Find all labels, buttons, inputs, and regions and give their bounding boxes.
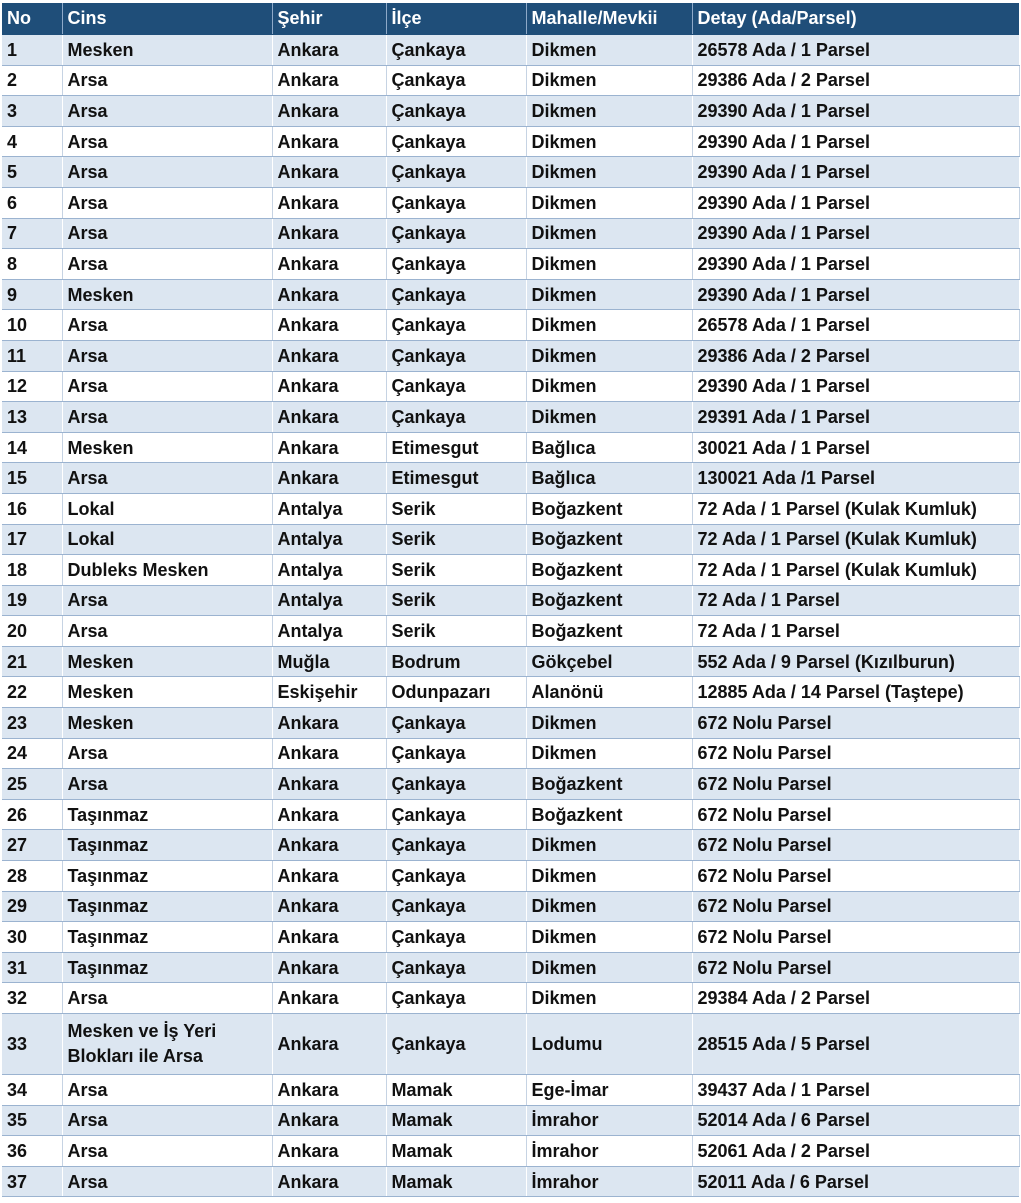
- header-detay: Detay (Ada/Parsel): [692, 3, 1019, 35]
- cell-no: 34: [2, 1075, 62, 1106]
- table-row: [2, 249, 1019, 280]
- property-list-sheet: [2, 3, 1019, 1197]
- cell-no: 7: [2, 218, 62, 249]
- cell-detay: 29390 Ada / 1 Parsel: [692, 218, 1019, 249]
- cell-sehir: Ankara: [272, 1105, 386, 1136]
- cell-no: 26: [2, 799, 62, 830]
- cell-no: 33: [2, 1014, 62, 1075]
- cell-no: 3: [2, 96, 62, 127]
- cell-no: 11: [2, 340, 62, 371]
- header-sehir: Şehir: [272, 3, 386, 35]
- table-row: [2, 1075, 1019, 1106]
- cell-ilce: Çankaya: [386, 126, 526, 157]
- table-row: [2, 432, 1019, 463]
- cell-cins: Mesken ve İş Yeri Blokları ile Arsa: [62, 1014, 272, 1075]
- cell-sehir: Ankara: [272, 340, 386, 371]
- cell-ilce: Mamak: [386, 1136, 526, 1167]
- cell-sehir: Muğla: [272, 646, 386, 677]
- cell-cins: Arsa: [62, 96, 272, 127]
- cell-cins: Arsa: [62, 616, 272, 647]
- table-row: [2, 524, 1019, 555]
- cell-detay: 72 Ada / 1 Parsel: [692, 585, 1019, 616]
- cell-sehir: Ankara: [272, 861, 386, 892]
- cell-sehir: Antalya: [272, 585, 386, 616]
- cell-mahalle: Dikmen: [526, 310, 692, 341]
- cell-cins: Mesken: [62, 35, 272, 66]
- cell-sehir: Ankara: [272, 708, 386, 739]
- table-row: [2, 340, 1019, 371]
- cell-ilce: Serik: [386, 585, 526, 616]
- table-row: [2, 218, 1019, 249]
- cell-mahalle: Dikmen: [526, 126, 692, 157]
- cell-no: 8: [2, 249, 62, 280]
- cell-ilce: Çankaya: [386, 891, 526, 922]
- cell-no: 10: [2, 310, 62, 341]
- cell-mahalle: Boğazkent: [526, 493, 692, 524]
- table-row: [2, 738, 1019, 769]
- cell-cins: Arsa: [62, 1136, 272, 1167]
- cell-cins: Arsa: [62, 1166, 272, 1197]
- cell-sehir: Antalya: [272, 493, 386, 524]
- cell-mahalle: Dikmen: [526, 96, 692, 127]
- cell-detay: 72 Ada / 1 Parsel (Kulak Kumluk): [692, 524, 1019, 555]
- cell-ilce: Çankaya: [386, 371, 526, 402]
- cell-cins: Arsa: [62, 463, 272, 494]
- cell-ilce: Çankaya: [386, 799, 526, 830]
- header-no: No: [2, 3, 62, 35]
- cell-mahalle: İmrahor: [526, 1166, 692, 1197]
- table-row: [2, 493, 1019, 524]
- cell-ilce: Çankaya: [386, 310, 526, 341]
- cell-sehir: Ankara: [272, 1166, 386, 1197]
- cell-ilce: Serik: [386, 524, 526, 555]
- cell-sehir: Antalya: [272, 524, 386, 555]
- cell-detay: 29390 Ada / 1 Parsel: [692, 371, 1019, 402]
- cell-no: 24: [2, 738, 62, 769]
- cell-detay: 29390 Ada / 1 Parsel: [692, 96, 1019, 127]
- cell-detay: 672 Nolu Parsel: [692, 738, 1019, 769]
- cell-no: 35: [2, 1105, 62, 1136]
- table-row: [2, 187, 1019, 218]
- table-row: [2, 463, 1019, 494]
- cell-ilce: Çankaya: [386, 738, 526, 769]
- cell-mahalle: Boğazkent: [526, 616, 692, 647]
- cell-mahalle: Boğazkent: [526, 799, 692, 830]
- cell-sehir: Ankara: [272, 463, 386, 494]
- cell-cins: Taşınmaz: [62, 861, 272, 892]
- header-row: [2, 3, 1019, 35]
- cell-ilce: Serik: [386, 616, 526, 647]
- cell-detay: 52014 Ada / 6 Parsel: [692, 1105, 1019, 1136]
- cell-no: 6: [2, 187, 62, 218]
- cell-mahalle: Dikmen: [526, 157, 692, 188]
- cell-detay: 39437 Ada / 1 Parsel: [692, 1075, 1019, 1106]
- cell-sehir: Ankara: [272, 310, 386, 341]
- cell-no: 2: [2, 65, 62, 96]
- cell-cins: Taşınmaz: [62, 830, 272, 861]
- cell-ilce: Çankaya: [386, 1014, 526, 1075]
- cell-no: 16: [2, 493, 62, 524]
- cell-detay: 29390 Ada / 1 Parsel: [692, 279, 1019, 310]
- cell-ilce: Çankaya: [386, 279, 526, 310]
- cell-mahalle: İmrahor: [526, 1105, 692, 1136]
- cell-no: 22: [2, 677, 62, 708]
- cell-ilce: Odunpazarı: [386, 677, 526, 708]
- cell-cins: Dubleks Mesken: [62, 555, 272, 586]
- cell-mahalle: Dikmen: [526, 830, 692, 861]
- cell-cins: Arsa: [62, 1075, 272, 1106]
- cell-ilce: Çankaya: [386, 983, 526, 1014]
- cell-sehir: Ankara: [272, 96, 386, 127]
- cell-mahalle: Dikmen: [526, 65, 692, 96]
- cell-cins: Lokal: [62, 493, 272, 524]
- cell-detay: 672 Nolu Parsel: [692, 830, 1019, 861]
- cell-ilce: Serik: [386, 555, 526, 586]
- cell-detay: 72 Ada / 1 Parsel (Kulak Kumluk): [692, 493, 1019, 524]
- table-row: [2, 279, 1019, 310]
- cell-mahalle: Boğazkent: [526, 585, 692, 616]
- table-row: [2, 891, 1019, 922]
- cell-no: 31: [2, 952, 62, 983]
- cell-no: 17: [2, 524, 62, 555]
- cell-detay: 672 Nolu Parsel: [692, 861, 1019, 892]
- cell-mahalle: Bağlıca: [526, 432, 692, 463]
- cell-cins: Arsa: [62, 65, 272, 96]
- cell-sehir: Ankara: [272, 922, 386, 953]
- cell-cins: Arsa: [62, 157, 272, 188]
- cell-sehir: Ankara: [272, 249, 386, 280]
- cell-sehir: Ankara: [272, 218, 386, 249]
- cell-sehir: Ankara: [272, 952, 386, 983]
- cell-detay: 29384 Ada / 2 Parsel: [692, 983, 1019, 1014]
- cell-cins: Mesken: [62, 646, 272, 677]
- cell-sehir: Ankara: [272, 1075, 386, 1106]
- cell-sehir: Antalya: [272, 555, 386, 586]
- cell-no: 27: [2, 830, 62, 861]
- cell-sehir: Ankara: [272, 157, 386, 188]
- cell-sehir: Ankara: [272, 65, 386, 96]
- cell-cins: Taşınmaz: [62, 799, 272, 830]
- cell-no: 30: [2, 922, 62, 953]
- cell-sehir: Ankara: [272, 799, 386, 830]
- table-header: [2, 3, 1019, 35]
- cell-sehir: Ankara: [272, 402, 386, 433]
- cell-detay: 672 Nolu Parsel: [692, 708, 1019, 739]
- cell-no: 19: [2, 585, 62, 616]
- cell-detay: 130021 Ada /1 Parsel: [692, 463, 1019, 494]
- cell-sehir: Ankara: [272, 371, 386, 402]
- cell-sehir: Ankara: [272, 738, 386, 769]
- cell-cins: Mesken: [62, 708, 272, 739]
- cell-ilce: Etimesgut: [386, 432, 526, 463]
- cell-no: 29: [2, 891, 62, 922]
- cell-detay: 29391 Ada / 1 Parsel: [692, 402, 1019, 433]
- cell-detay: 52061 Ada / 2 Parsel: [692, 1136, 1019, 1167]
- cell-no: 21: [2, 646, 62, 677]
- table-row: [2, 1105, 1019, 1136]
- cell-sehir: Ankara: [272, 126, 386, 157]
- cell-no: 23: [2, 708, 62, 739]
- table-row: [2, 35, 1019, 66]
- cell-ilce: Çankaya: [386, 249, 526, 280]
- cell-cins: Arsa: [62, 738, 272, 769]
- cell-cins: Mesken: [62, 279, 272, 310]
- table-row: [2, 830, 1019, 861]
- cell-mahalle: Dikmen: [526, 891, 692, 922]
- table-row: [2, 555, 1019, 586]
- table-row: [2, 585, 1019, 616]
- table-row: [2, 952, 1019, 983]
- header-cins: Cins: [62, 3, 272, 35]
- cell-sehir: Ankara: [272, 279, 386, 310]
- cell-cins: Arsa: [62, 402, 272, 433]
- cell-no: 1: [2, 35, 62, 66]
- cell-cins: Arsa: [62, 371, 272, 402]
- cell-mahalle: Dikmen: [526, 340, 692, 371]
- cell-mahalle: Dikmen: [526, 35, 692, 66]
- table-row: [2, 310, 1019, 341]
- table-row: [2, 799, 1019, 830]
- cell-no: 4: [2, 126, 62, 157]
- cell-ilce: Mamak: [386, 1075, 526, 1106]
- cell-cins: Arsa: [62, 126, 272, 157]
- cell-cins: Arsa: [62, 340, 272, 371]
- cell-mahalle: Dikmen: [526, 218, 692, 249]
- cell-detay: 672 Nolu Parsel: [692, 769, 1019, 800]
- cell-no: 25: [2, 769, 62, 800]
- cell-detay: 29390 Ada / 1 Parsel: [692, 187, 1019, 218]
- cell-ilce: Çankaya: [386, 218, 526, 249]
- cell-cins: Arsa: [62, 218, 272, 249]
- cell-detay: 552 Ada / 9 Parsel (Kızılburun): [692, 646, 1019, 677]
- cell-ilce: Çankaya: [386, 340, 526, 371]
- table-body: [2, 35, 1019, 1197]
- cell-detay: 28515 Ada / 5 Parsel: [692, 1014, 1019, 1075]
- cell-ilce: Çankaya: [386, 830, 526, 861]
- cell-sehir: Ankara: [272, 983, 386, 1014]
- cell-mahalle: Dikmen: [526, 279, 692, 310]
- table-row: [2, 371, 1019, 402]
- cell-mahalle: Dikmen: [526, 402, 692, 433]
- cell-no: 9: [2, 279, 62, 310]
- cell-detay: 52011 Ada / 6 Parsel: [692, 1166, 1019, 1197]
- table-row: [2, 1166, 1019, 1197]
- cell-ilce: Çankaya: [386, 922, 526, 953]
- property-table: [2, 3, 1020, 1197]
- cell-detay: 672 Nolu Parsel: [692, 799, 1019, 830]
- table-row: [2, 708, 1019, 739]
- cell-mahalle: Dikmen: [526, 983, 692, 1014]
- cell-cins: Arsa: [62, 1105, 272, 1136]
- table-row: [2, 861, 1019, 892]
- cell-mahalle: Boğazkent: [526, 769, 692, 800]
- cell-cins: Arsa: [62, 769, 272, 800]
- cell-sehir: Ankara: [272, 769, 386, 800]
- cell-sehir: Ankara: [272, 187, 386, 218]
- cell-no: 5: [2, 157, 62, 188]
- table-row: [2, 65, 1019, 96]
- cell-ilce: Mamak: [386, 1166, 526, 1197]
- cell-cins: Mesken: [62, 677, 272, 708]
- cell-ilce: Çankaya: [386, 96, 526, 127]
- cell-cins: Mesken: [62, 432, 272, 463]
- cell-ilce: Çankaya: [386, 952, 526, 983]
- cell-no: 15: [2, 463, 62, 494]
- table-row: [2, 1136, 1019, 1167]
- table-row: [2, 126, 1019, 157]
- cell-mahalle: Dikmen: [526, 952, 692, 983]
- cell-mahalle: Alanönü: [526, 677, 692, 708]
- cell-ilce: Serik: [386, 493, 526, 524]
- cell-mahalle: Boğazkent: [526, 524, 692, 555]
- cell-ilce: Çankaya: [386, 769, 526, 800]
- cell-no: 37: [2, 1166, 62, 1197]
- cell-cins: Arsa: [62, 249, 272, 280]
- cell-sehir: Eskişehir: [272, 677, 386, 708]
- cell-cins: Taşınmaz: [62, 891, 272, 922]
- table-row: [2, 96, 1019, 127]
- cell-ilce: Çankaya: [386, 157, 526, 188]
- cell-mahalle: Dikmen: [526, 861, 692, 892]
- cell-mahalle: Dikmen: [526, 738, 692, 769]
- cell-sehir: Ankara: [272, 35, 386, 66]
- cell-detay: 672 Nolu Parsel: [692, 952, 1019, 983]
- cell-cins: Taşınmaz: [62, 952, 272, 983]
- cell-ilce: Çankaya: [386, 187, 526, 218]
- table-row: [2, 769, 1019, 800]
- cell-no: 32: [2, 983, 62, 1014]
- cell-cins: Taşınmaz: [62, 922, 272, 953]
- cell-sehir: Ankara: [272, 432, 386, 463]
- cell-cins: Arsa: [62, 310, 272, 341]
- cell-cins: Arsa: [62, 187, 272, 218]
- cell-detay: 26578 Ada / 1 Parsel: [692, 310, 1019, 341]
- cell-ilce: Çankaya: [386, 65, 526, 96]
- cell-sehir: Antalya: [272, 616, 386, 647]
- table-row: [2, 1014, 1019, 1075]
- table-row: [2, 646, 1019, 677]
- cell-cins: Arsa: [62, 585, 272, 616]
- cell-sehir: Ankara: [272, 891, 386, 922]
- cell-mahalle: Dikmen: [526, 371, 692, 402]
- cell-detay: 29390 Ada / 1 Parsel: [692, 157, 1019, 188]
- cell-no: 28: [2, 861, 62, 892]
- cell-no: 13: [2, 402, 62, 433]
- cell-detay: 29386 Ada / 2 Parsel: [692, 340, 1019, 371]
- cell-no: 20: [2, 616, 62, 647]
- cell-mahalle: İmrahor: [526, 1136, 692, 1167]
- cell-mahalle: Boğazkent: [526, 555, 692, 586]
- cell-detay: 26578 Ada / 1 Parsel: [692, 35, 1019, 66]
- cell-detay: 12885 Ada / 14 Parsel (Taştepe): [692, 677, 1019, 708]
- table-row: [2, 983, 1019, 1014]
- cell-mahalle: Dikmen: [526, 708, 692, 739]
- cell-ilce: Çankaya: [386, 708, 526, 739]
- cell-mahalle: Bağlıca: [526, 463, 692, 494]
- cell-mahalle: Dikmen: [526, 187, 692, 218]
- cell-detay: 672 Nolu Parsel: [692, 922, 1019, 953]
- table-row: [2, 402, 1019, 433]
- cell-detay: 672 Nolu Parsel: [692, 891, 1019, 922]
- cell-no: 12: [2, 371, 62, 402]
- cell-ilce: Çankaya: [386, 402, 526, 433]
- cell-mahalle: Lodumu: [526, 1014, 692, 1075]
- table-row: [2, 616, 1019, 647]
- cell-sehir: Ankara: [272, 1136, 386, 1167]
- cell-ilce: Etimesgut: [386, 463, 526, 494]
- cell-ilce: Çankaya: [386, 35, 526, 66]
- cell-sehir: Ankara: [272, 830, 386, 861]
- cell-no: 14: [2, 432, 62, 463]
- cell-mahalle: Gökçebel: [526, 646, 692, 677]
- cell-no: 18: [2, 555, 62, 586]
- cell-cins: Arsa: [62, 983, 272, 1014]
- cell-ilce: Mamak: [386, 1105, 526, 1136]
- cell-detay: 72 Ada / 1 Parsel (Kulak Kumluk): [692, 555, 1019, 586]
- table-row: [2, 922, 1019, 953]
- cell-mahalle: Dikmen: [526, 922, 692, 953]
- cell-detay: 29390 Ada / 1 Parsel: [692, 249, 1019, 280]
- table-row: [2, 677, 1019, 708]
- header-mahalle: Mahalle/Mevkii: [526, 3, 692, 35]
- cell-ilce: Çankaya: [386, 861, 526, 892]
- cell-detay: 30021 Ada / 1 Parsel: [692, 432, 1019, 463]
- cell-sehir: Ankara: [272, 1014, 386, 1075]
- header-ilce: İlçe: [386, 3, 526, 35]
- cell-ilce: Bodrum: [386, 646, 526, 677]
- cell-mahalle: Ege-İmar: [526, 1075, 692, 1106]
- cell-detay: 29390 Ada / 1 Parsel: [692, 126, 1019, 157]
- cell-detay: 72 Ada / 1 Parsel: [692, 616, 1019, 647]
- cell-no: 36: [2, 1136, 62, 1167]
- table-row: [2, 157, 1019, 188]
- cell-cins: Lokal: [62, 524, 272, 555]
- cell-detay: 29386 Ada / 2 Parsel: [692, 65, 1019, 96]
- cell-mahalle: Dikmen: [526, 249, 692, 280]
